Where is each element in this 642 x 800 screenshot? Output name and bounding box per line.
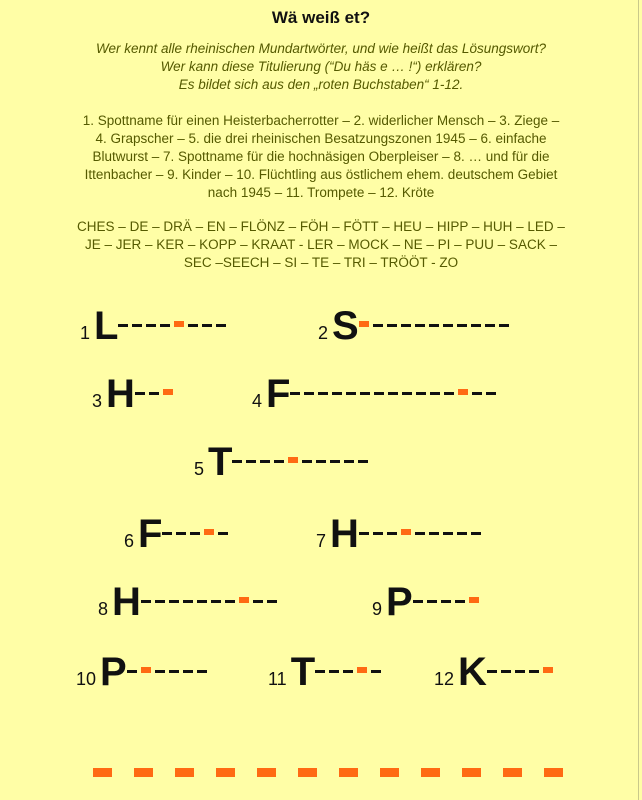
letter-blanks[interactable]: [290, 382, 500, 400]
solution-letter-blank[interactable]: [216, 768, 235, 777]
letter-blank[interactable]: [162, 532, 172, 535]
letter-blanks[interactable]: [487, 660, 557, 678]
letter-blank[interactable]: [118, 324, 128, 327]
red-letter-blank[interactable]: [288, 457, 298, 463]
letter-blank[interactable]: [202, 324, 212, 327]
letter-blank[interactable]: [141, 600, 151, 603]
letter-blank[interactable]: [455, 600, 465, 603]
word-number: 7: [316, 531, 327, 551]
word-first-letter: P: [100, 650, 127, 694]
letter-blank[interactable]: [387, 324, 397, 327]
letter-blank[interactable]: [267, 600, 277, 603]
word-8[interactable]: [98, 580, 281, 624]
letter-blank[interactable]: [332, 392, 342, 395]
letter-blank[interactable]: [471, 324, 481, 327]
letter-blank[interactable]: [329, 670, 339, 673]
letter-blank[interactable]: [176, 532, 186, 535]
letter-blank[interactable]: [330, 460, 340, 463]
letter-blank[interactable]: [127, 670, 137, 673]
letter-blank[interactable]: [343, 670, 353, 673]
clue-line: Ittenbacher – 9. Kinder – 10. Flüchtling aus östlichem ehem. deutschem Gebiet: [84, 167, 558, 182]
word-first-letter: H: [106, 372, 135, 416]
solution-letter-blank[interactable]: [421, 768, 440, 777]
letter-blanks[interactable]: [359, 314, 513, 332]
word-first-letter: H: [112, 580, 141, 624]
word-first-letter: P: [386, 580, 413, 624]
letter-blank[interactable]: [387, 532, 397, 535]
red-letter-blank[interactable]: [141, 667, 151, 673]
letter-blanks[interactable]: [135, 382, 177, 400]
word-5[interactable]: [194, 440, 372, 484]
word-number: 4: [252, 391, 263, 411]
letter-blank[interactable]: [344, 460, 354, 463]
letter-blank[interactable]: [515, 670, 525, 673]
clue-list: [40, 112, 602, 202]
letter-blank[interactable]: [190, 532, 200, 535]
solution-letter-blank[interactable]: [134, 768, 153, 777]
word-number: 1: [80, 323, 91, 343]
letter-blank[interactable]: [529, 670, 539, 673]
red-letter-blank[interactable]: [239, 597, 249, 603]
word-first-letter: T: [208, 440, 233, 484]
solution-letter-blank[interactable]: [380, 768, 399, 777]
word-number: 2: [318, 323, 329, 343]
letter-blanks[interactable]: [118, 314, 230, 332]
letter-blank[interactable]: [359, 532, 369, 535]
letter-blank[interactable]: [260, 460, 270, 463]
letter-blank[interactable]: [499, 324, 509, 327]
letter-blank[interactable]: [188, 324, 198, 327]
letter-blanks[interactable]: [127, 660, 211, 678]
letter-blank[interactable]: [429, 324, 439, 327]
clue-line: Blutwurst – 7. Spottname für die hochnäsigen Oberpleiser – 8. … und für die: [92, 149, 550, 164]
intro-text: [0, 40, 642, 94]
letter-blank[interactable]: [401, 324, 411, 327]
intro-line: Wer kennt alle rheinischen Mundartwörter, und wie heißt das Lösungswort?: [96, 41, 546, 56]
letter-blank[interactable]: [441, 600, 451, 603]
letter-blank[interactable]: [373, 324, 383, 327]
letter-blank[interactable]: [225, 600, 235, 603]
letter-blank[interactable]: [415, 532, 425, 535]
solution-letter-blank[interactable]: [462, 768, 481, 777]
word-first-letter: F: [266, 372, 291, 416]
red-letter-blank[interactable]: [357, 667, 367, 673]
solution-letter-blank[interactable]: [544, 768, 563, 777]
letter-blank[interactable]: [457, 532, 467, 535]
syllable-line: SEC –SEECH – SI – TE – TRI – TRÖÖT - ZO: [183, 255, 459, 270]
letter-blank[interactable]: [485, 324, 495, 327]
solution-letter-blank[interactable]: [339, 768, 358, 777]
letter-blank[interactable]: [443, 324, 453, 327]
word-number: 10: [76, 669, 97, 689]
letter-blank[interactable]: [160, 324, 170, 327]
solution-letter-blank[interactable]: [503, 768, 522, 777]
word-10[interactable]: [76, 650, 211, 694]
letter-blank[interactable]: [444, 392, 454, 395]
letter-blank[interactable]: [486, 392, 496, 395]
letter-blank[interactable]: [211, 600, 221, 603]
letter-blank[interactable]: [149, 392, 159, 395]
letter-blank[interactable]: [430, 392, 440, 395]
red-letter-blank[interactable]: [458, 389, 468, 395]
letter-blank[interactable]: [443, 532, 453, 535]
letter-blanks[interactable]: [162, 522, 232, 540]
letter-blanks[interactable]: [413, 590, 483, 608]
letter-blank[interactable]: [246, 460, 256, 463]
clue-line: nach 1945 – 11. Trompete – 12. Kröte: [207, 185, 435, 200]
letter-blank[interactable]: [501, 670, 511, 673]
clue-line: 4. Grapscher – 5. die drei rheinischen Besatzungszonen 1945 – 6. einfache: [95, 131, 547, 146]
letter-blanks[interactable]: [232, 450, 372, 468]
word-1[interactable]: [80, 304, 230, 348]
letter-blanks[interactable]: [141, 590, 281, 608]
letter-blank[interactable]: [232, 460, 242, 463]
letter-blank[interactable]: [197, 600, 207, 603]
word-first-letter: F: [138, 512, 163, 556]
red-letter-blank[interactable]: [174, 321, 184, 327]
letter-blank[interactable]: [415, 324, 425, 327]
letter-blank[interactable]: [304, 392, 314, 395]
letter-blank[interactable]: [146, 324, 156, 327]
word-number: 3: [92, 391, 103, 411]
letter-blank[interactable]: [427, 600, 437, 603]
word-number: 5: [194, 459, 205, 479]
solution-letter-blank[interactable]: [257, 768, 276, 777]
word-first-letter: H: [330, 512, 359, 556]
letter-blank[interactable]: [253, 600, 263, 603]
word-first-letter: T: [290, 650, 316, 694]
letter-blank[interactable]: [169, 670, 179, 673]
letter-blank[interactable]: [373, 532, 383, 535]
word-first-letter: S: [332, 304, 359, 348]
solution-dashes[interactable]: [93, 768, 563, 782]
red-letter-blank[interactable]: [401, 529, 411, 535]
letter-blank[interactable]: [416, 392, 426, 395]
red-letter-blank[interactable]: [359, 321, 369, 327]
letter-blank[interactable]: [360, 392, 370, 395]
syllable-list: [34, 218, 608, 272]
letter-blank[interactable]: [402, 392, 412, 395]
word-6[interactable]: [124, 512, 232, 556]
letter-blank[interactable]: [487, 670, 497, 673]
letter-blank[interactable]: [413, 600, 423, 603]
letter-blank[interactable]: [197, 670, 207, 673]
word-number: 9: [372, 599, 383, 619]
word-4[interactable]: [252, 372, 500, 416]
clue-line: 1. Spottname für einen Heisterbacherrotter – 2. widerlicher Mensch – 3. Ziege –: [82, 113, 560, 128]
word-number: 11: [268, 669, 287, 689]
letter-blank[interactable]: [274, 460, 284, 463]
letter-blank[interactable]: [346, 392, 356, 395]
red-letter-blank[interactable]: [204, 529, 214, 535]
word-3[interactable]: [92, 372, 177, 416]
letter-blank[interactable]: [471, 532, 481, 535]
word-number: 8: [98, 599, 109, 619]
red-letter-blank[interactable]: [469, 597, 479, 603]
letter-blank[interactable]: [169, 600, 179, 603]
syllable-line: JE – JER – KER – KOPP – KRAAT - LER – MOCK – NE – PI – PUU – SACK –: [85, 237, 557, 252]
red-letter-blank[interactable]: [543, 667, 553, 673]
letter-blank[interactable]: [318, 392, 328, 395]
letter-blank[interactable]: [183, 600, 193, 603]
letter-blank[interactable]: [183, 670, 193, 673]
letter-blank[interactable]: [216, 324, 226, 327]
word-9[interactable]: [372, 580, 483, 624]
intro-line: Wer kann diese Titulierung (“Du häs e … !“) erklären?: [160, 59, 482, 74]
intro-line: Es bildet sich aus den „roten Buchstaben“ 1-12.: [178, 77, 464, 92]
letter-blank[interactable]: [371, 670, 381, 673]
letter-blank[interactable]: [316, 460, 326, 463]
solution-letter-blank[interactable]: [175, 768, 194, 777]
word-11[interactable]: [268, 650, 385, 694]
letter-blank[interactable]: [132, 324, 142, 327]
letter-blank[interactable]: [374, 392, 384, 395]
word-number: 6: [124, 531, 135, 551]
letter-blanks[interactable]: [315, 660, 385, 678]
letter-blank[interactable]: [302, 460, 312, 463]
letter-blank[interactable]: [155, 600, 165, 603]
letter-blank[interactable]: [290, 392, 300, 395]
letter-blanks[interactable]: [359, 522, 485, 540]
word-12[interactable]: [434, 650, 557, 694]
word-7[interactable]: [316, 512, 485, 556]
letter-blank[interactable]: [218, 532, 228, 535]
solution-letter-blank[interactable]: [298, 768, 317, 777]
letter-blank[interactable]: [135, 392, 145, 395]
word-number: 12: [434, 669, 455, 689]
word-2[interactable]: [318, 304, 513, 348]
letter-blank[interactable]: [457, 324, 467, 327]
red-letter-blank[interactable]: [163, 389, 173, 395]
word-first-letter: L: [94, 304, 119, 348]
letter-blank[interactable]: [358, 460, 368, 463]
word-first-letter: K: [458, 650, 487, 694]
letter-blank[interactable]: [155, 670, 165, 673]
solution-letter-blank[interactable]: [93, 768, 112, 777]
letter-blank[interactable]: [315, 670, 325, 673]
letter-blank[interactable]: [388, 392, 398, 395]
letter-blank[interactable]: [472, 392, 482, 395]
syllable-line: CHES – DE – DRÄ – EN – FLÖNZ – FÖH – FÖTT – HEU – HIPP – HUH – LED –: [77, 219, 565, 234]
page-title: Wä weiß et?: [271, 8, 371, 27]
letter-blank[interactable]: [429, 532, 439, 535]
